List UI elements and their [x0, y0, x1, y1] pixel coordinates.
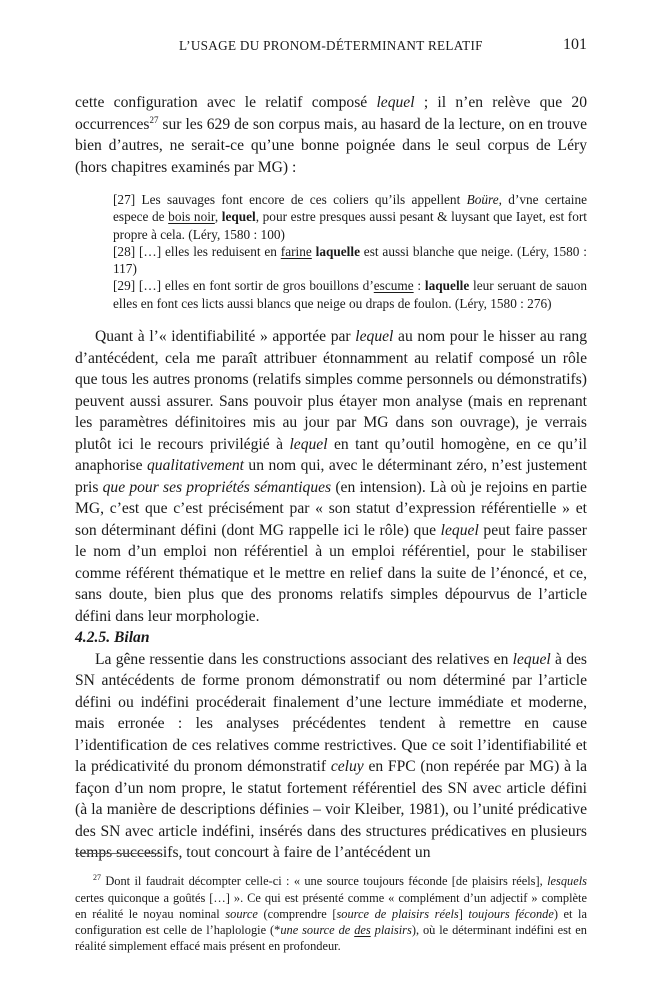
footnote-number: 27: [93, 873, 101, 883]
text-run: cette configuration avec le relatif composé: [75, 94, 377, 111]
text-run: sur les 629 de son corpus mais, au hasard de la lecture, on en trouve bien d’autres, ne serait-ce qu’une bonne poignée dans le seul corpus de Léry (hors chapitres examinés par MG) :: [75, 115, 587, 176]
text-run: :: [413, 278, 425, 294]
text-run: en FPC (non repérée par MG) à la façon d’un nom propre, le statut fortement référentiel des SN avec article défini (à la manière de descriptions définies – voir Kleiber, 1981), ou l’unité prédicative des SN avec article indéfini, insérés dans des structures prédicatives en plusieurs temps successifs, tout concourt à faire de l’antécédent un: [75, 758, 587, 862]
text-run: (en intension). Là où je rejoins en partie MG, c’est que c’est précisément par « son statut d’expression référentielle » et son déterminant défini (dont MG rappelle ici le rôle) que: [75, 478, 587, 539]
text-run: à des SN antécédents de forme pronom démonstratif ou nom déterminé par l’article défini ou indéfini procéderait finalement d’une lecture immédiate et moderne, mais erronée : les analyses précédentes tendent à remettre en cause l’identification de ces relatives comme restrictives. Que ce soit l’identifiabilité et la prédicativité du pronom démonstratif: [75, 650, 587, 776]
text-run: en tant qu’outil homogène, en ce qu’il anaphorise: [75, 435, 588, 475]
paragraph-3: [75, 649, 587, 864]
text-run: [29] […] elles en font sortir de gros bouillons d’: [113, 278, 374, 294]
text-run: leur seruant de sauon elles en font ces licts aussi blancs que neige ou draps de foulon. (Léry, 1580 : 276): [113, 278, 587, 311]
term-plaisirs: plaisirs: [370, 923, 412, 937]
term-source: source: [225, 906, 258, 921]
relative-bold: lequel: [221, 209, 256, 225]
text-run: Dont il faudrait décompter celle-ci : « une source toujours féconde [de plaisirs réels],: [101, 874, 548, 889]
text-run: , d’vne certaine espece de: [113, 192, 587, 225]
term-proprietes: que pour ses propriétés sémantiques: [102, 478, 332, 496]
page-number: 101: [563, 36, 587, 53]
paragraph-2: [75, 326, 587, 627]
antecedent-underlined: farine: [280, 243, 312, 259]
footnote-rule: [75, 853, 161, 854]
term-une-source: une source de: [280, 923, 355, 937]
example-28: [113, 243, 587, 278]
antecedent-underlined: bois noir: [168, 209, 215, 225]
text-run: (comprendre [: [257, 906, 337, 921]
term-lequel: lequel: [289, 435, 328, 453]
term-qualitativement: qualitativement: [146, 457, 244, 475]
antecedent-underlined: escume: [373, 278, 414, 294]
relative-bold: laquelle: [424, 278, 470, 294]
footnote-27: [75, 873, 587, 954]
example-29: [113, 277, 587, 312]
main-text: [75, 92, 587, 864]
text-run: Quant à l’« identifiabilité » apportée par: [95, 328, 356, 346]
text-run: ) et la configuration est celle de l’haplologie (*: [75, 906, 587, 937]
paragraph-1: [75, 92, 587, 178]
text-run: ), où le déterminant indéfini est en réalité simplement effacé mais présent en profondeur.: [75, 923, 587, 954]
term-celuy: celuy: [330, 758, 364, 776]
running-head: L’USAGE DU PRONOM-DÉTERMINANT RELATIF: [179, 38, 483, 53]
text-run: [28] […] elles les reduisent en: [113, 243, 281, 259]
term-lequel: lequel: [512, 650, 551, 668]
footnote-ref-27[interactable]: 27: [149, 114, 159, 125]
relative-bold: laquelle: [315, 243, 360, 259]
term-lesquels: lesquels: [547, 874, 587, 889]
term-source-plaisirs: source de plaisirs réels: [336, 906, 459, 921]
term-des-underlined: des: [354, 923, 371, 937]
page-header: [75, 38, 587, 58]
text-run: ; il n’en relève que 20 occurrences: [75, 94, 588, 133]
term-boure: Boüre: [466, 192, 499, 207]
text-run: La gêne ressentie dans les constructions associant des relatives en: [95, 650, 513, 668]
text-run: est aussi blanche que neige. (Léry, 1580 : 117): [113, 243, 587, 277]
text-run: peut faire passer le nom d’un emploi non référentiel à un emploi référentiel, pour le stabiliser comme référent thématique et le mettre en relief dans la suite de l’énoncé, et ce, sans doute, bien plus que des pronoms relatifs simples dépourvus de l’article défini dans leur morphologie.: [75, 521, 587, 625]
example-27: [113, 191, 587, 243]
examples-block: [113, 191, 587, 312]
term-toujours-feconde: toujours féconde: [468, 906, 554, 921]
term-lequel: lequel: [355, 328, 394, 346]
text-run: ,: [214, 209, 222, 225]
text-run: ]: [458, 906, 469, 921]
term-lequel: lequel: [376, 94, 415, 111]
text-run: au nom pour le hisser au rang d’antécédent, cela me paraît attribuer étonnamment au relatif composé un rôle que tous les autres pronoms (relatifs simples comme personnels ou démonstratifs) peuvent aussi assurer. Sans pouvoir plus étayer mon analyse (mais en reprenant les paramètres définitoires mis au jour par MG dans son ouvrage), je verrais plutôt ici le recours privilégié à: [75, 328, 587, 453]
section-heading: 4.2.5. Bilan: [75, 629, 150, 647]
text-run: certes quiconque a goûtés […] ». Ce qui est présenté comme « complément d’un adjectif » complète en réalité le noyau nominal: [75, 890, 587, 921]
text-run: , pour estre presques aussi pesant & luysant que Iayet, est fort propre à cela. (Léry, 1580 : 100): [113, 209, 587, 242]
text-run: un nom qui, avec le déterminant zéro, n’est justement pris: [75, 457, 587, 496]
term-lequel: lequel: [440, 521, 479, 539]
text-run: [27] Les sauvages font encore de ces coliers qu’ils appellent: [113, 192, 467, 207]
